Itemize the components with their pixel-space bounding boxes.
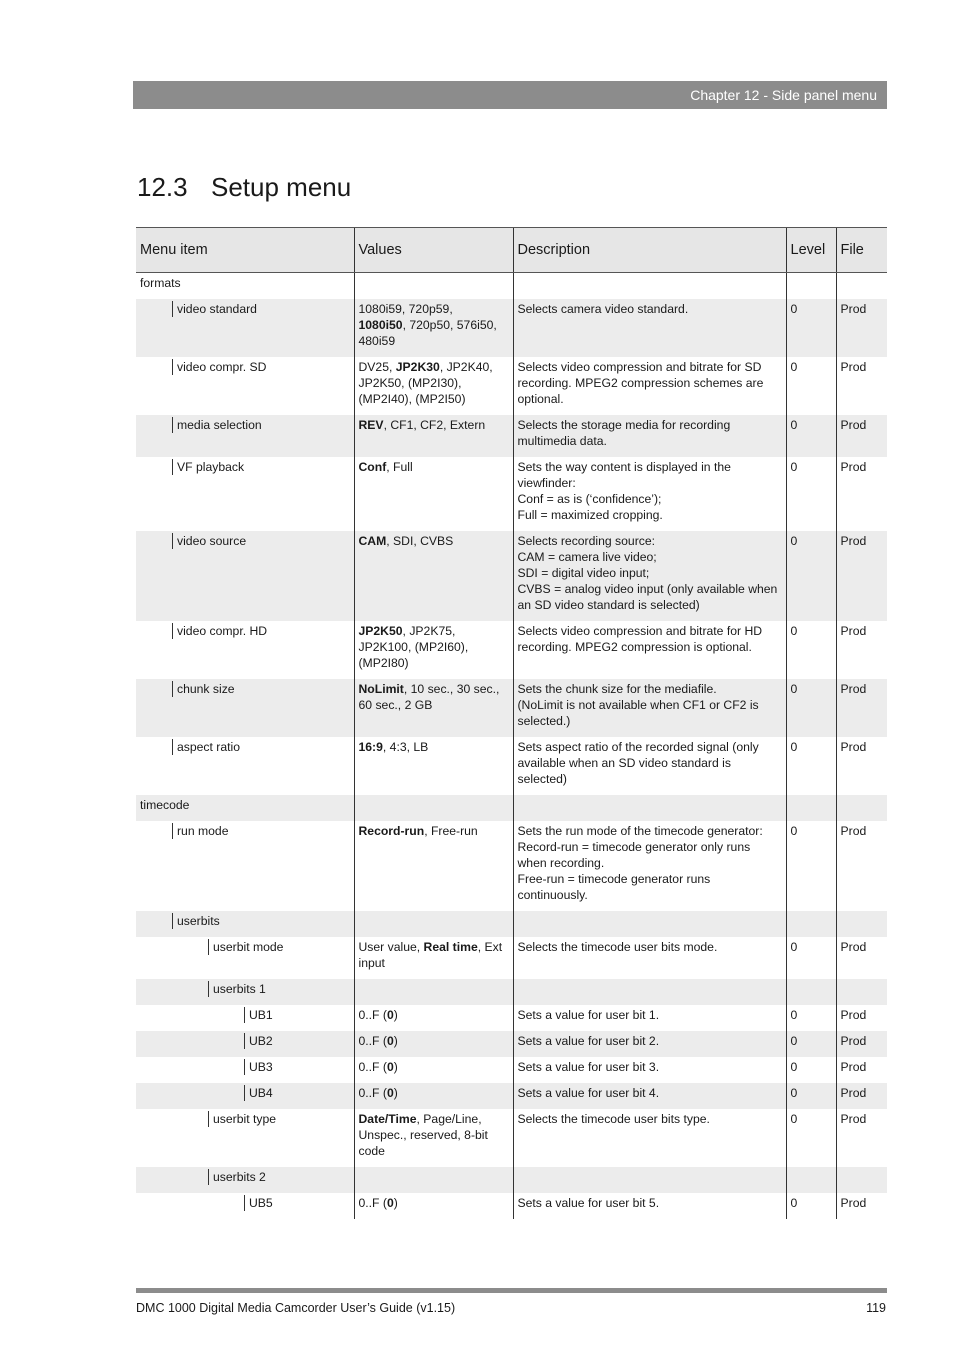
menu-group-row [136,795,887,821]
level-value: 0 [790,460,798,474]
value-text: 0..F ( [358,1008,387,1022]
description-cell [513,1083,786,1109]
description-line: Selects video compression and bitrate for HD recording. MPEG2 compression is optional. [517,624,763,654]
menu-item-label: media selection [172,417,350,433]
description-cell [513,457,786,531]
level-cell [786,679,836,737]
description-line: Sets a value for user bit 5. [517,1196,660,1210]
menu-item-row [136,621,887,679]
description-cell [513,1031,786,1057]
description-cell [513,911,786,937]
values-cell [354,357,513,415]
menu-item-cell [136,1083,354,1109]
values-cell [354,1083,513,1109]
values-cell [354,821,513,911]
level-value: 0 [790,682,798,696]
values-cell [354,1005,513,1031]
file-cell [836,457,887,531]
file-value: Prod [840,1060,867,1074]
level-cell [786,621,836,679]
level-cell [786,1193,836,1219]
description-line: Selects video compression and bitrate for SD recording. MPEG2 compression schemes are optional. [517,360,764,406]
file-value: Prod [840,1112,867,1126]
value-text: 0..F ( [358,1034,387,1048]
menu-group-row [136,911,887,937]
value-line [359,739,509,755]
menu-item-row [136,1193,887,1219]
menu-item-cell [136,937,354,979]
menu-item-row [136,457,887,531]
file-cell [836,1167,887,1193]
value-text: , Free-run [424,824,478,838]
table-header-row [136,228,887,273]
menu-item-label: UB3 [244,1059,350,1075]
description-line: Sets a value for user bit 2. [517,1034,660,1048]
level-cell [786,299,836,357]
menu-item-label: video standard [172,301,350,317]
menu-item-label: video source [172,533,350,549]
level-cell [786,415,836,457]
description-cell [513,737,786,795]
file-value: Prod [840,940,867,954]
values-cell [354,1031,513,1057]
menu-item-label: userbits 2 [208,1169,350,1185]
default-value: Date/Time [358,1112,417,1126]
default-value: CAM [358,534,387,548]
value-line [359,459,509,475]
file-cell [836,937,887,979]
description-cell [513,795,786,821]
description-line: Selects the timecode user bits type. [517,1112,710,1126]
values-cell [354,937,513,979]
header-menu-item: Menu item [136,228,354,273]
value-text: 0..F ( [358,1060,387,1074]
menu-item-cell [136,531,354,621]
value-text: 1080i59, 720p59, [358,302,453,316]
description-cell [513,415,786,457]
level-cell [786,911,836,937]
description-cell [513,821,786,911]
level-cell [786,531,836,621]
values-cell [354,795,513,821]
file-cell [836,911,887,937]
description-line: Sets a value for user bit 1. [517,1008,660,1022]
value-line [359,681,509,713]
level-cell [786,357,836,415]
menu-group-row [136,1167,887,1193]
value-text: ) [393,1196,398,1210]
chapter-header-bar [133,81,887,109]
menu-item-label: userbit mode [208,939,350,955]
menu-item-label: video compr. SD [172,359,350,375]
value-text: , 10 sec., 30 sec., 60 sec., 2 GB [358,682,500,712]
file-value: Prod [840,534,867,548]
description-cell [513,273,786,300]
default-value: Conf [358,460,387,474]
value-text: User value, [358,940,424,954]
value-line [359,939,509,971]
menu-item-cell [136,1005,354,1031]
level-cell [786,821,836,911]
description-line: Selects recording source: [517,534,656,548]
file-cell [836,821,887,911]
footer-document-title: DMC 1000 Digital Media Camcorder User’s Guide (v1.15) [136,1301,456,1315]
value-text: ) [393,1086,398,1100]
level-cell [786,795,836,821]
default-value: JP2K30 [395,360,440,374]
menu-item-cell [136,737,354,795]
file-cell [836,1083,887,1109]
description-line: Sets the run mode of the timecode generator: [517,824,763,838]
description-cell [513,1167,786,1193]
file-value: Prod [840,1008,867,1022]
level-cell [786,1083,836,1109]
footer-rule [136,1288,887,1293]
description-line: Record-run = timecode generator only runs when recording. [517,840,751,870]
level-cell [786,1005,836,1031]
header-file: File [836,228,887,273]
value-text: , Full [386,460,413,474]
header-level: Level [786,228,836,273]
values-cell [354,1167,513,1193]
menu-item-row [136,415,887,457]
description-line: Sets the way content is displayed in the viewfinder: [517,460,731,490]
level-value: 0 [790,1034,798,1048]
menu-item-row [136,1031,887,1057]
level-cell [786,1031,836,1057]
level-value: 0 [790,824,798,838]
file-cell [836,979,887,1005]
default-value: NoLimit [358,682,404,696]
level-value: 0 [790,1008,798,1022]
level-cell [786,1057,836,1083]
level-cell [786,1167,836,1193]
values-cell [354,979,513,1005]
level-value: 0 [790,302,798,316]
file-value: Prod [840,360,867,374]
file-value: Prod [840,1034,867,1048]
section-title: Setup menu [211,172,352,202]
menu-item-cell [136,795,354,821]
menu-item-row [136,1109,887,1167]
description-cell [513,979,786,1005]
description-line: Sets the chunk size for the mediafile. [517,682,717,696]
file-cell [836,273,887,300]
values-cell [354,299,513,357]
file-value: Prod [840,418,867,432]
level-value: 0 [790,940,798,954]
file-cell [836,531,887,621]
menu-item-row [136,1057,887,1083]
description-cell [513,1057,786,1083]
menu-item-row [136,821,887,911]
value-text: , 720p50, 576i50, 480i59 [358,318,497,348]
menu-item-cell [136,911,354,937]
description-line: Selects camera video standard. [517,302,689,316]
file-cell [836,1193,887,1219]
file-cell [836,1031,887,1057]
value-line [359,533,509,549]
value-text: , CF1, CF2, Extern [383,418,486,432]
value-text: ) [393,1034,398,1048]
values-cell [354,1193,513,1219]
menu-item-label: UB5 [244,1195,350,1211]
description-line: Sets aspect ratio of the recorded signal (only available when an SD video standard is selected) [517,740,759,786]
value-line [359,1195,509,1211]
menu-item-row [136,531,887,621]
value-line [359,1059,509,1075]
description-cell [513,1109,786,1167]
menu-item-label: userbits 1 [208,981,350,997]
value-text: , JP2K75, JP2K100, (MP2I60), (MP2I80) [358,624,469,670]
file-value: Prod [840,824,867,838]
menu-item-cell [136,415,354,457]
default-value: 0 [386,1060,394,1074]
values-cell [354,621,513,679]
menu-item-cell [136,299,354,357]
description-cell [513,357,786,415]
file-cell [836,1057,887,1083]
default-value: 16:9 [358,740,383,754]
description-cell [513,621,786,679]
menu-item-label: video compr. HD [172,623,350,639]
level-value: 0 [790,1060,798,1074]
menu-item-label: VF playback [172,459,350,475]
level-cell [786,1109,836,1167]
menu-item-row [136,937,887,979]
menu-item-label: timecode [140,798,190,812]
values-cell [354,273,513,300]
menu-item-label: run mode [172,823,350,839]
default-value: JP2K50 [358,624,403,638]
menu-group-row [136,273,887,300]
default-value: 0 [386,1196,394,1210]
description-line: Sets a value for user bit 3. [517,1060,660,1074]
menu-item-row [136,357,887,415]
description-cell [513,937,786,979]
description-line: CAM = camera live video; [517,550,657,564]
menu-item-label: chunk size [172,681,350,697]
chapter-title: Chapter 12 - Side panel menu [690,87,877,103]
level-cell [786,273,836,300]
value-line [359,1111,509,1159]
file-value: Prod [840,740,867,754]
menu-item-label: aspect ratio [172,739,350,755]
level-value: 0 [790,1086,798,1100]
value-text: DV25, [358,360,396,374]
level-cell [786,937,836,979]
description-line: Sets a value for user bit 4. [517,1086,660,1100]
default-value: 1080i50 [358,318,403,332]
default-value: 0 [386,1034,394,1048]
menu-item-row [136,299,887,357]
values-cell [354,1057,513,1083]
section-heading [137,172,351,203]
description-line: Selects the timecode user bits mode. [517,940,718,954]
value-line [359,301,509,317]
value-text: , SDI, CVBS [386,534,454,548]
value-text: 0..F ( [358,1086,387,1100]
value-line [359,417,509,433]
section-number: 12.3 [137,172,188,202]
file-cell [836,621,887,679]
level-cell [786,457,836,531]
level-value: 0 [790,534,798,548]
file-cell [836,357,887,415]
menu-item-cell [136,1031,354,1057]
file-cell [836,737,887,795]
default-value: Real time [423,940,478,954]
menu-item-row [136,1005,887,1031]
value-line [359,1085,509,1101]
value-text: , 4:3, LB [382,740,429,754]
description-cell [513,1193,786,1219]
values-cell [354,1109,513,1167]
default-value: REV [358,418,384,432]
value-line [359,623,509,671]
menu-item-cell [136,273,354,300]
menu-group-row [136,979,887,1005]
description-line: Conf = as is (‘confidence’); [517,492,662,506]
value-text: 0..F ( [358,1196,387,1210]
menu-item-row [136,679,887,737]
level-value: 0 [790,360,798,374]
file-value: Prod [840,460,867,474]
menu-item-row [136,737,887,795]
description-line: Free-run = timecode generator runs continuously. [517,872,711,902]
default-value: Record-run [358,824,425,838]
file-cell [836,679,887,737]
level-value: 0 [790,1196,798,1210]
description-cell [513,679,786,737]
file-cell [836,299,887,357]
file-value: Prod [840,1196,867,1210]
footer-page-number: 119 [866,1301,886,1315]
table-body [136,273,887,1220]
description-cell [513,531,786,621]
default-value: 0 [386,1008,394,1022]
menu-item-row [136,1083,887,1109]
default-value: 0 [386,1086,394,1100]
level-value: 0 [790,624,798,638]
value-text: , Ext input [358,940,503,970]
description-line: SDI = digital video input; [517,566,650,580]
value-line [359,1033,509,1049]
value-text: ) [393,1060,398,1074]
value-text: , JP2K40, JP2K50, (MP2I30), (MP2I40), (MP2I50) [358,360,493,406]
menu-item-label: userbit type [208,1111,350,1127]
values-cell [354,457,513,531]
menu-item-cell [136,1167,354,1193]
menu-item-cell [136,821,354,911]
menu-item-cell [136,457,354,531]
value-line [359,317,509,349]
menu-item-cell [136,1109,354,1167]
value-line [359,359,509,407]
level-value: 0 [790,418,798,432]
values-cell [354,737,513,795]
file-cell [836,415,887,457]
value-line [359,1007,509,1023]
description-line: Selects the storage media for recording multimedia data. [517,418,731,448]
level-value: 0 [790,1112,798,1126]
level-cell [786,737,836,795]
description-cell [513,1005,786,1031]
file-value: Prod [840,1086,867,1100]
file-cell [836,1109,887,1167]
description-line: CVBS = analog video input (only available when an SD video standard is selected) [517,582,778,612]
file-value: Prod [840,682,867,696]
menu-item-cell [136,621,354,679]
value-text: ) [393,1008,398,1022]
menu-item-cell [136,1193,354,1219]
value-text: , Page/Line, Unspec., reserved, 8-bit code [358,1112,488,1158]
header-description: Description [513,228,786,273]
values-cell [354,415,513,457]
value-line [359,823,509,839]
values-cell [354,531,513,621]
description-cell [513,299,786,357]
file-cell [836,795,887,821]
values-cell [354,679,513,737]
menu-item-label: UB2 [244,1033,350,1049]
menu-item-cell [136,979,354,1005]
description-line: Full = maximized cropping. [517,508,663,522]
setup-menu-table [136,227,887,1219]
header-values: Values [354,228,513,273]
values-cell [354,911,513,937]
file-cell [836,1005,887,1031]
level-cell [786,979,836,1005]
menu-item-label: userbits [172,913,350,929]
level-value: 0 [790,740,798,754]
menu-item-label: formats [140,276,181,290]
menu-item-cell [136,1057,354,1083]
menu-item-cell [136,679,354,737]
file-value: Prod [840,302,867,316]
description-line: (NoLimit is not available when CF1 or CF2 is selected.) [517,698,759,728]
menu-item-cell [136,357,354,415]
file-value: Prod [840,624,867,638]
menu-item-label: UB4 [244,1085,350,1101]
menu-item-label: UB1 [244,1007,350,1023]
